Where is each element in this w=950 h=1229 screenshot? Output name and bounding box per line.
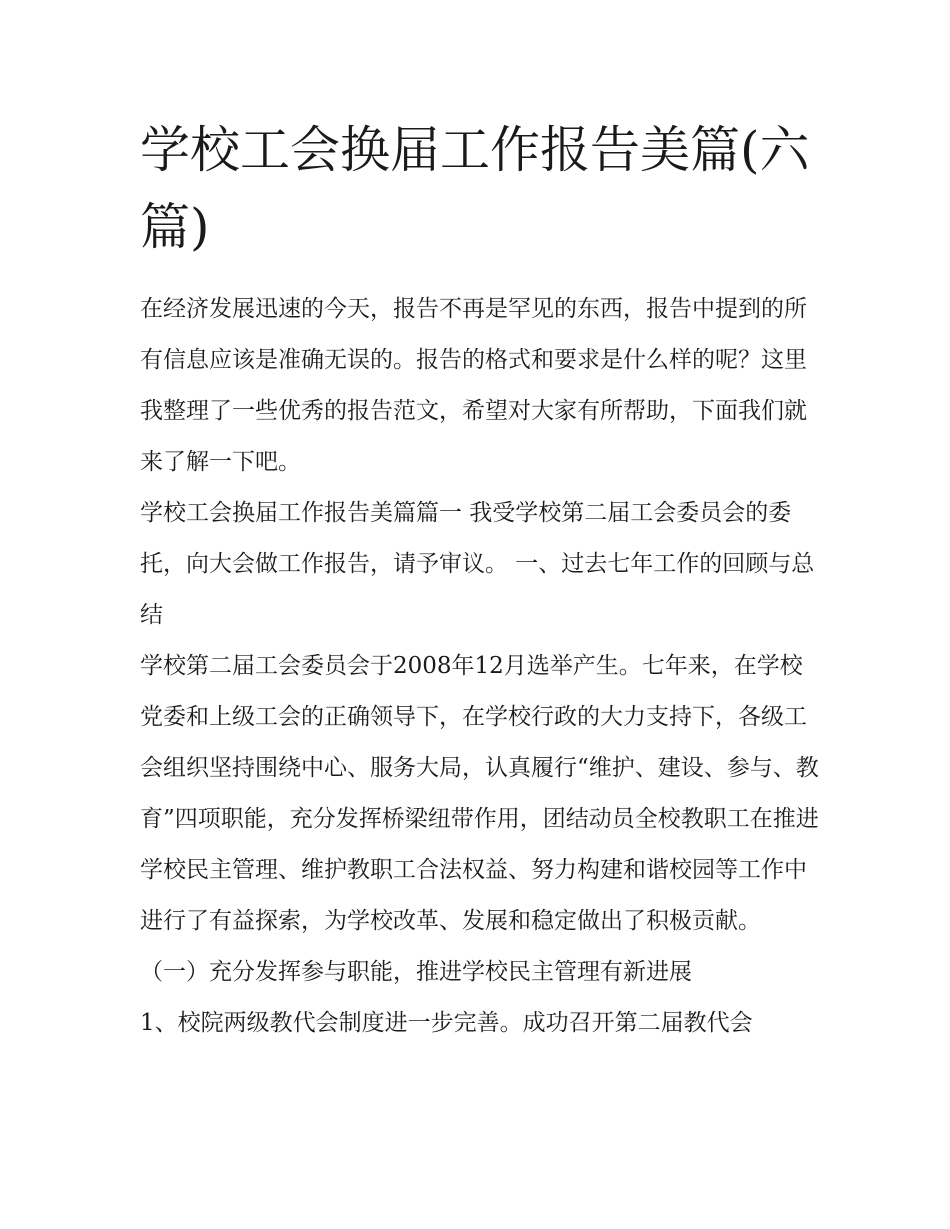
section-one-intro-paragraph: 学校工会换届工作报告美篇篇一 我受学校第二届工会委员会的委托，向大会做工作报告，请予审议。 一、过去七年工作的回顾与总结 (140, 500, 815, 628)
review-summary-paragraph: 学校第二届工会委员会于2008年12月选举产生。七年来，在学校党委和上级工会的正确领导下，在学校行政的大力支持下，各级工会组织坚持围绕中心、服务大局，认真履行“维护、建设、参与、教育”四项职能，充分发挥桥梁纽带作用，团结动员全校教职工在推进学校民主管理、维护教职工合法权益、努力构建和谐校园等工作中进行了有益探索，为学校改革、发展和稳定做出了积极贡献。 (140, 653, 819, 934)
intro-paragraph: 在经济发展迅速的今天，报告不再是罕见的东西，报告中提到的所有信息应该是准确无误的。报告的格式和要求是什么样的呢？这里我整理了一些优秀的报告范文，希望对大家有所帮助，下面我们就来了解一下吧。 (140, 296, 807, 475)
subsection-heading: （一）充分发挥参与职能，推进学校民主管理有新进展 (140, 959, 692, 985)
list-item-paragraph: 1、校院两级教代会制度进一步完善。成功召开第二届教代会 (140, 1010, 753, 1036)
document-title: 学校工会换届工作报告美篇(六篇) (140, 121, 810, 256)
document-page (140, 112, 820, 1049)
